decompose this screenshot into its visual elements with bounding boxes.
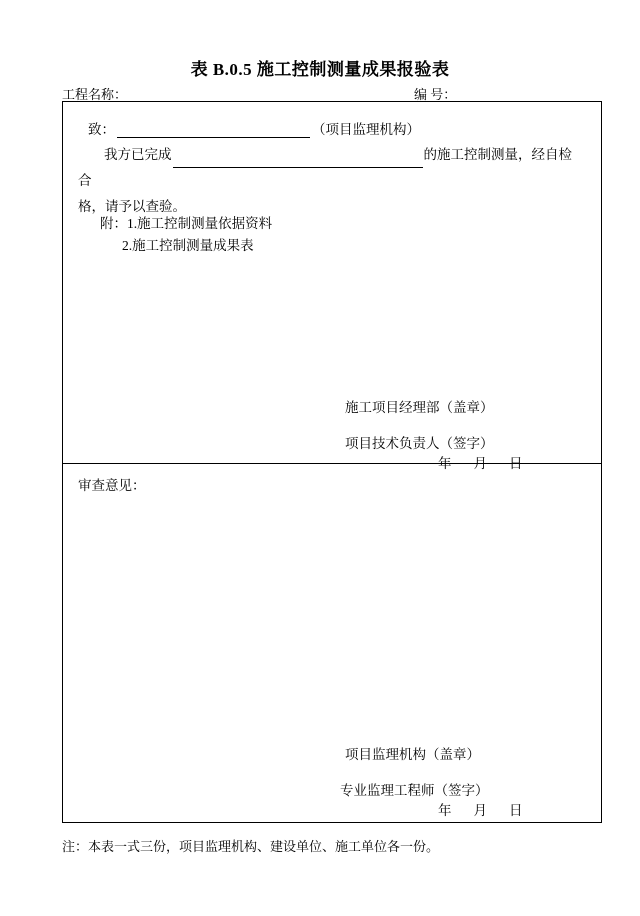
survey-scope-blank[interactable] [173, 153, 423, 168]
declaration-paragraph [78, 142, 578, 220]
body-prefix: 我方已完成 [104, 147, 172, 162]
body-end: 格，请予以查验。 [78, 199, 186, 214]
attachment-item-2: 2.施工控制测量成果表 [122, 238, 254, 253]
contractor-date-month: 月 [473, 456, 487, 471]
project-name-label: 工程名称： [62, 87, 128, 102]
to-prefix: 致： [88, 122, 115, 137]
body-middle: 的施工控制测量，经自检合 [78, 147, 572, 188]
attachment-item-1: 附：1.施工控制测量依据资料 [100, 216, 273, 231]
contractor-seal-label: 施工项目经理部（盖章） [345, 400, 494, 415]
supervising-engineer-label: 专业监理工程师（签字） [340, 783, 489, 798]
addressee-blank[interactable] [117, 123, 310, 138]
page-title: 表 B.0.5 施工控制测量成果报验表 [190, 60, 450, 79]
contractor-date-year: 年 [438, 456, 452, 471]
supervisor-seal-label: 项目监理机构（盖章） [345, 747, 480, 762]
contractor-technical-lead-label: 项目技术负责人（签字） [345, 436, 494, 451]
number-label: 编 号： [414, 87, 457, 102]
to-suffix: （项目监理机构） [312, 122, 420, 137]
addressee-line [88, 118, 420, 138]
supervisor-date-month: 月 [473, 803, 487, 818]
form-header-row [62, 84, 602, 102]
contractor-date-day: 日 [509, 456, 523, 471]
attachment-list [100, 213, 272, 257]
supervisor-date-row [438, 799, 523, 819]
supervisor-date-day: 日 [509, 803, 523, 818]
supervisor-date-year: 年 [438, 803, 452, 818]
footer-note: 注：本表一式三份，项目监理机构、建设单位、施工单位各一份。 [62, 839, 440, 854]
contractor-date-row [438, 452, 523, 472]
review-opinion-label: 审查意见： [78, 478, 146, 493]
